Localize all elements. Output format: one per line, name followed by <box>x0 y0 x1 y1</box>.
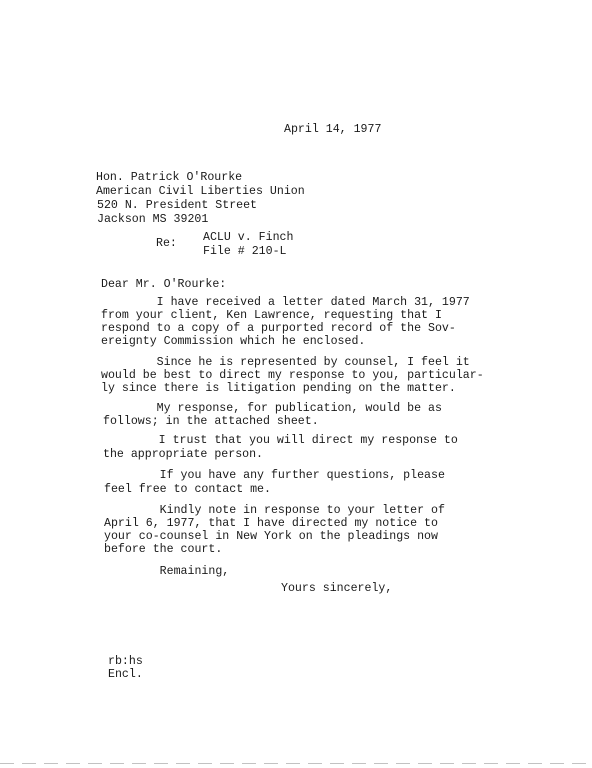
recipient-line: 520 N. President Street <box>97 199 258 212</box>
paragraph-line: I have received a letter dated March 31, 1977 <box>101 296 470 309</box>
paragraph-line: before the court. <box>104 543 223 556</box>
scan-edge-line <box>0 763 592 764</box>
paragraph-line: Kindly note in response to your letter of <box>104 504 445 517</box>
letter-date: April 14, 1977 <box>284 123 382 136</box>
paragraph-line: ly since there is litigation pending on the matter. <box>101 382 456 395</box>
closing: Yours sincerely, <box>281 582 393 595</box>
recipient-line: Jackson MS 39201 <box>97 213 209 226</box>
paragraph-line: ereignty Commission which he enclosed. <box>101 335 366 348</box>
recipient-line: Hon. Patrick O'Rourke <box>96 171 243 184</box>
paragraph-line: Since he is represented by counsel, I feel it <box>101 356 470 369</box>
typist-initials: rb:hs <box>108 655 143 668</box>
paragraph-line: the appropriate person. <box>103 448 264 461</box>
re-line: File # 210-L <box>203 245 287 258</box>
paragraph-line: April 6, 1977, that I have directed my notice to <box>104 517 438 530</box>
paragraph-line: I trust that you will direct my response to <box>103 434 458 447</box>
re-line: ACLU v. Finch <box>203 231 294 244</box>
paragraph-line: would be best to direct my response to you, particular- <box>101 369 484 382</box>
paragraph-line: If you have any further questions, please <box>104 469 445 482</box>
salutation: Dear Mr. O'Rourke: <box>101 278 227 291</box>
paragraph-line: respond to a copy of a purported record of the Sov- <box>101 322 456 335</box>
enclosure-note: Encl. <box>108 668 143 681</box>
paragraph-line: from your client, Ken Lawrence, requesting that I <box>101 309 442 322</box>
paragraph-line: feel free to contact me. <box>104 483 271 496</box>
re-label: Re: <box>156 237 177 250</box>
recipient-line: American Civil Liberties Union <box>96 185 305 198</box>
remaining-line: Remaining, <box>104 565 230 578</box>
paragraph-line: My response, for publication, would be as <box>101 402 442 415</box>
paragraph-line: your co-counsel in New York on the pleadings now <box>104 530 438 543</box>
paragraph-line: follows; in the attached sheet. <box>103 415 319 428</box>
